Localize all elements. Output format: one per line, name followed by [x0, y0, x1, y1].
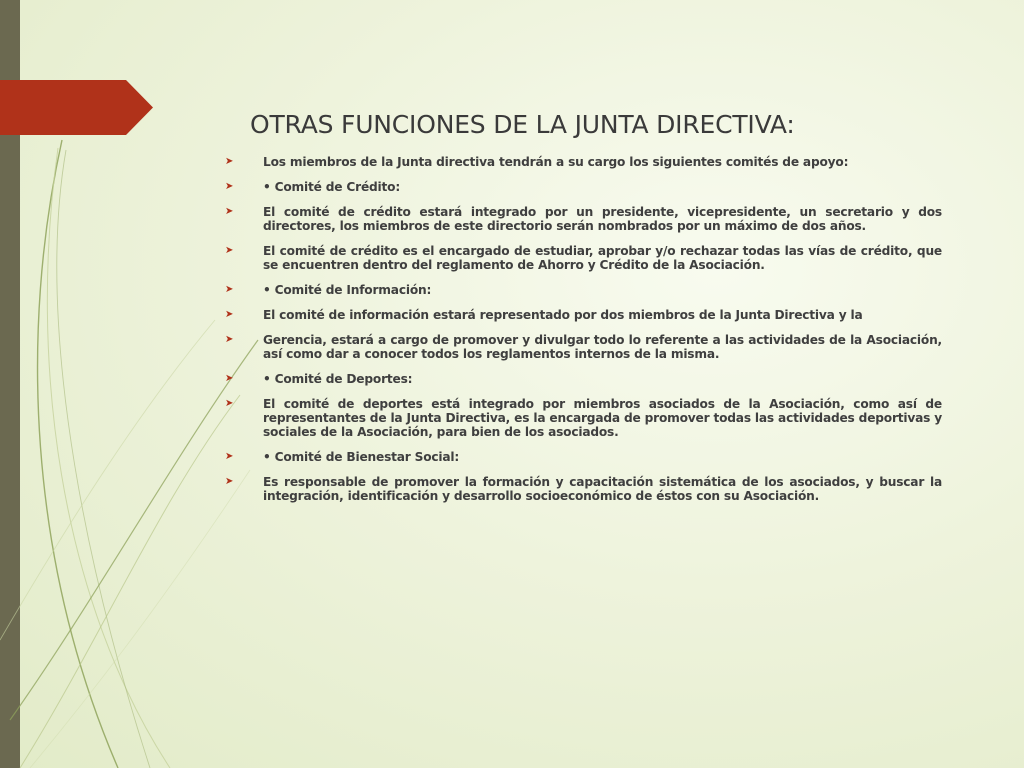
list-item-text: El comité de deportes está integrado por miembros asociados de la Asociación, como así de representantes de la Junta Directiva, es la encargada de promover todas las actividades deportivas y sociales de la Asociación, para bien de los asociados.	[263, 397, 942, 439]
arrow-bullet-icon: ➤	[225, 398, 234, 409]
arrow-bullet-icon: ➤	[225, 451, 234, 462]
list-item-text: • Comité de Información:	[263, 283, 432, 297]
arrow-bullet-icon: ➤	[225, 181, 234, 192]
list-item	[225, 155, 942, 169]
list-item-text: El comité de crédito estará integrado por un presidente, vicepresidente, un secretario y dos directores, los miembros de este directorio serán nombrados por un máximo de dos años.	[263, 205, 942, 233]
list-item-text: • Comité de Bienestar Social:	[263, 450, 460, 464]
list-item	[225, 205, 942, 233]
arrow-bullet-icon: ➤	[225, 284, 234, 295]
arrow-bullet-icon: ➤	[225, 309, 234, 320]
list-item	[225, 333, 942, 361]
list-item-text: • Comité de Crédito:	[263, 180, 400, 194]
list-item-text: Es responsable de promover la formación y capacitación sistemática de los asociados, y buscar la integración, identificación y desarrollo socioeconómico de éstos con su Asociación.	[263, 475, 942, 503]
list-item-text: • Comité de Deportes:	[263, 372, 413, 386]
list-item-text: Los miembros de la Junta directiva tendrán a su cargo los siguientes comités de apoyo:	[263, 155, 849, 169]
list-item	[225, 397, 942, 439]
list-item	[225, 180, 942, 194]
bullet-list	[225, 155, 942, 514]
arrow-bullet-icon: ➤	[225, 156, 234, 167]
arrow-bullet-icon: ➤	[225, 476, 234, 487]
slide-title: OTRAS FUNCIONES DE LA JUNTA DIRECTIVA:	[250, 110, 795, 139]
arrow-bullet-icon: ➤	[225, 245, 234, 256]
list-item	[225, 283, 942, 297]
list-item-text: Gerencia, estará a cargo de promover y divulgar todo lo referente a las actividades de la Asociación, así como dar a conocer todos los reglamentos internos de la misma.	[263, 333, 942, 361]
list-item	[225, 308, 942, 322]
arrow-bullet-icon: ➤	[225, 373, 234, 384]
list-item	[225, 244, 942, 272]
arrow-bullet-icon: ➤	[225, 334, 234, 345]
list-item	[225, 372, 942, 386]
list-item	[225, 450, 942, 464]
list-item	[225, 475, 942, 503]
list-item-text: El comité de información estará representado por dos miembros de la Junta Directiva y la	[263, 308, 863, 322]
title-accent-tab	[0, 80, 153, 135]
list-item-text: El comité de crédito es el encargado de estudiar, aprobar y/o rechazar todas las vías de crédito, que se encuentren dentro del reglamento de Ahorro y Crédito de la Asociación.	[263, 244, 942, 272]
arrow-bullet-icon: ➤	[225, 206, 234, 217]
